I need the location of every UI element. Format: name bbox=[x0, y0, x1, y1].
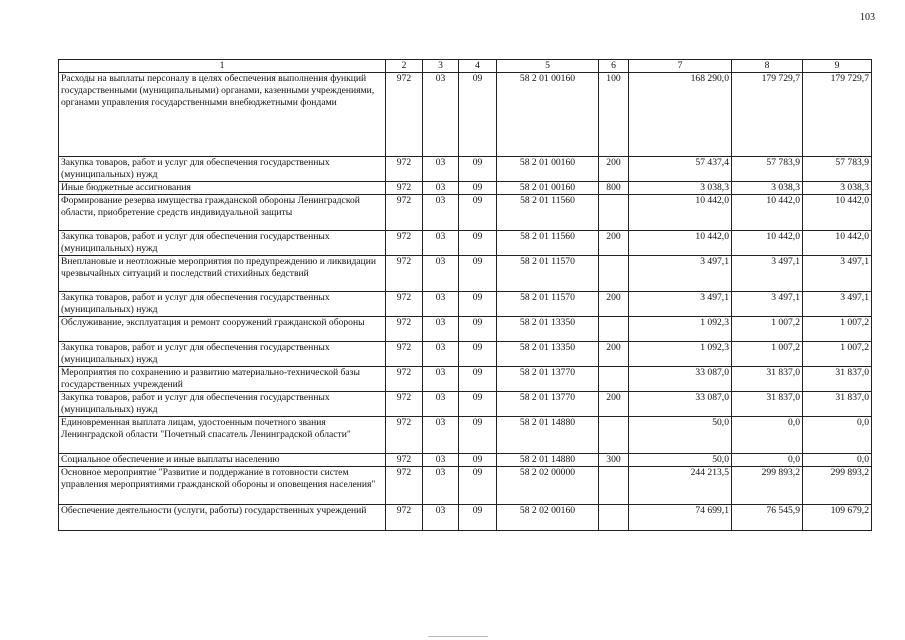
department-code-cell: 972 bbox=[386, 157, 423, 182]
amount-col-7-cell: 57 437,4 bbox=[629, 157, 732, 182]
target-article-code-cell: 58 2 01 11570 bbox=[497, 256, 599, 292]
table-row bbox=[59, 367, 872, 392]
table-row bbox=[59, 467, 872, 505]
page-number: 103 bbox=[860, 12, 875, 23]
target-article-code-cell: 58 2 01 13770 bbox=[497, 392, 599, 417]
item-name-cell: Основное мероприятие "Развитие и поддержание в готовности систем управления мероприятиями гражданской обороны и оповещения населения" bbox=[59, 467, 386, 505]
department-code-cell: 972 bbox=[386, 367, 423, 392]
table-row bbox=[59, 73, 872, 157]
item-name-cell: Закупка товаров, работ и услуг для обеспечения государственных (муниципальных) нужд bbox=[59, 292, 386, 317]
column-header: 9 bbox=[803, 60, 872, 73]
subsection-code-cell: 09 bbox=[459, 454, 497, 467]
subsection-code-cell: 09 bbox=[459, 392, 497, 417]
section-code-cell: 03 bbox=[423, 292, 459, 317]
item-name-cell: Единовременная выплата лицам, удостоенным почетного звания Ленинградской области "Почетный спасатель Ленинградской области" bbox=[59, 417, 386, 454]
target-article-code-cell: 58 2 01 00160 bbox=[497, 182, 599, 195]
amount-col-9-cell: 1 007,2 bbox=[803, 342, 872, 367]
section-code-cell: 03 bbox=[423, 73, 459, 157]
amount-col-7-cell: 10 442,0 bbox=[629, 231, 732, 256]
table-row bbox=[59, 292, 872, 317]
expense-type-code-cell: 200 bbox=[599, 157, 629, 182]
amount-col-9-cell: 57 783,9 bbox=[803, 157, 872, 182]
target-article-code-cell: 58 2 01 11560 bbox=[497, 231, 599, 256]
target-article-code-cell: 58 2 01 11570 bbox=[497, 292, 599, 317]
amount-col-9-cell: 3 497,1 bbox=[803, 292, 872, 317]
header-row bbox=[59, 60, 872, 73]
subsection-code-cell: 09 bbox=[459, 157, 497, 182]
expense-type-code-cell: 200 bbox=[599, 292, 629, 317]
amount-col-7-cell: 244 213,5 bbox=[629, 467, 732, 505]
amount-col-7-cell: 3 497,1 bbox=[629, 256, 732, 292]
amount-col-9-cell: 10 442,0 bbox=[803, 231, 872, 256]
amount-col-7-cell: 33 087,0 bbox=[629, 392, 732, 417]
table-row bbox=[59, 417, 872, 454]
section-code-cell: 03 bbox=[423, 342, 459, 367]
subsection-code-cell: 09 bbox=[459, 317, 497, 342]
expense-type-code-cell: 300 bbox=[599, 454, 629, 467]
department-code-cell: 972 bbox=[386, 454, 423, 467]
department-code-cell: 972 bbox=[386, 182, 423, 195]
amount-col-7-cell: 1 092,3 bbox=[629, 342, 732, 367]
amount-col-7-cell: 168 290,0 bbox=[629, 73, 732, 157]
amount-col-7-cell: 50,0 bbox=[629, 417, 732, 454]
section-code-cell: 03 bbox=[423, 417, 459, 454]
column-header: 8 bbox=[732, 60, 803, 73]
department-code-cell: 972 bbox=[386, 231, 423, 256]
column-header: 3 bbox=[423, 60, 459, 73]
target-article-code-cell: 58 2 02 00160 bbox=[497, 505, 599, 531]
amount-col-7-cell: 1 092,3 bbox=[629, 317, 732, 342]
column-header: 5 bbox=[497, 60, 599, 73]
section-code-cell: 03 bbox=[423, 392, 459, 417]
budget-table bbox=[58, 59, 872, 531]
amount-col-7-cell: 33 087,0 bbox=[629, 367, 732, 392]
amount-col-7-cell: 3 038,3 bbox=[629, 182, 732, 195]
department-code-cell: 972 bbox=[386, 317, 423, 342]
amount-col-8-cell: 10 442,0 bbox=[732, 195, 803, 231]
item-name-cell: Закупка товаров, работ и услуг для обеспечения государственных (муниципальных) нужд bbox=[59, 157, 386, 182]
amount-col-8-cell: 57 783,9 bbox=[732, 157, 803, 182]
expense-type-code-cell bbox=[599, 256, 629, 292]
item-name-cell: Мероприятия по сохранению и развитию материально-технической базы государственных учреждений bbox=[59, 367, 386, 392]
subsection-code-cell: 09 bbox=[459, 231, 497, 256]
department-code-cell: 972 bbox=[386, 292, 423, 317]
section-code-cell: 03 bbox=[423, 317, 459, 342]
item-name-cell: Закупка товаров, работ и услуг для обеспечения государственных (муниципальных) нужд bbox=[59, 342, 386, 367]
section-code-cell: 03 bbox=[423, 367, 459, 392]
department-code-cell: 972 bbox=[386, 505, 423, 531]
table-row bbox=[59, 342, 872, 367]
subsection-code-cell: 09 bbox=[459, 342, 497, 367]
amount-col-9-cell: 31 837,0 bbox=[803, 367, 872, 392]
amount-col-8-cell: 0,0 bbox=[732, 454, 803, 467]
column-header: 2 bbox=[386, 60, 423, 73]
expense-type-code-cell bbox=[599, 317, 629, 342]
amount-col-8-cell: 1 007,2 bbox=[732, 342, 803, 367]
expense-type-code-cell: 100 bbox=[599, 73, 629, 157]
amount-col-9-cell: 3 038,3 bbox=[803, 182, 872, 195]
section-code-cell: 03 bbox=[423, 256, 459, 292]
subsection-code-cell: 09 bbox=[459, 505, 497, 531]
table-row bbox=[59, 195, 872, 231]
section-code-cell: 03 bbox=[423, 182, 459, 195]
section-code-cell: 03 bbox=[423, 231, 459, 256]
table-row bbox=[59, 157, 872, 182]
column-header: 4 bbox=[459, 60, 497, 73]
item-name-cell: Формирование резерва имущества гражданской обороны Ленинградской области, приобретение средств индивидуальной защиты bbox=[59, 195, 386, 231]
item-name-cell: Иные бюджетные ассигнования bbox=[59, 182, 386, 195]
amount-col-8-cell: 179 729,7 bbox=[732, 73, 803, 157]
department-code-cell: 972 bbox=[386, 417, 423, 454]
subsection-code-cell: 09 bbox=[459, 467, 497, 505]
subsection-code-cell: 09 bbox=[459, 367, 497, 392]
table-row bbox=[59, 317, 872, 342]
department-code-cell: 972 bbox=[386, 467, 423, 505]
item-name-cell: Социальное обеспечение и иные выплаты населению bbox=[59, 454, 386, 467]
expense-type-code-cell bbox=[599, 505, 629, 531]
department-code-cell: 972 bbox=[386, 195, 423, 231]
expense-type-code-cell: 200 bbox=[599, 231, 629, 256]
amount-col-9-cell: 1 007,2 bbox=[803, 317, 872, 342]
subsection-code-cell: 09 bbox=[459, 195, 497, 231]
table-row bbox=[59, 454, 872, 467]
expense-type-code-cell: 800 bbox=[599, 182, 629, 195]
target-article-code-cell: 58 2 01 13350 bbox=[497, 317, 599, 342]
amount-col-8-cell: 3 497,1 bbox=[732, 292, 803, 317]
amount-col-7-cell: 3 497,1 bbox=[629, 292, 732, 317]
expense-type-code-cell bbox=[599, 195, 629, 231]
target-article-code-cell: 58 2 02 00000 bbox=[497, 467, 599, 505]
amount-col-9-cell: 3 497,1 bbox=[803, 256, 872, 292]
amount-col-9-cell: 109 679,2 bbox=[803, 505, 872, 531]
amount-col-8-cell: 76 545,9 bbox=[732, 505, 803, 531]
section-code-cell: 03 bbox=[423, 454, 459, 467]
amount-col-9-cell: 0,0 bbox=[803, 417, 872, 454]
subsection-code-cell: 09 bbox=[459, 417, 497, 454]
target-article-code-cell: 58 2 01 14880 bbox=[497, 417, 599, 454]
table-row bbox=[59, 256, 872, 292]
expense-type-code-cell bbox=[599, 367, 629, 392]
item-name-cell: Закупка товаров, работ и услуг для обеспечения государственных (муниципальных) нужд bbox=[59, 231, 386, 256]
target-article-code-cell: 58 2 01 13350 bbox=[497, 342, 599, 367]
amount-col-8-cell: 3 497,1 bbox=[732, 256, 803, 292]
table-row bbox=[59, 392, 872, 417]
target-article-code-cell: 58 2 01 00160 bbox=[497, 73, 599, 157]
department-code-cell: 972 bbox=[386, 256, 423, 292]
amount-col-7-cell: 50,0 bbox=[629, 454, 732, 467]
target-article-code-cell: 58 2 01 11560 bbox=[497, 195, 599, 231]
expense-type-code-cell bbox=[599, 417, 629, 454]
amount-col-9-cell: 31 837,0 bbox=[803, 392, 872, 417]
column-header: 1 bbox=[59, 60, 386, 73]
subsection-code-cell: 09 bbox=[459, 292, 497, 317]
table-row bbox=[59, 231, 872, 256]
amount-col-7-cell: 10 442,0 bbox=[629, 195, 732, 231]
amount-col-8-cell: 31 837,0 bbox=[732, 367, 803, 392]
target-article-code-cell: 58 2 01 00160 bbox=[497, 157, 599, 182]
amount-col-8-cell: 0,0 bbox=[732, 417, 803, 454]
amount-col-9-cell: 0,0 bbox=[803, 454, 872, 467]
page-edge-mark bbox=[428, 636, 488, 637]
subsection-code-cell: 09 bbox=[459, 256, 497, 292]
amount-col-7-cell: 74 699,1 bbox=[629, 505, 732, 531]
table-row bbox=[59, 182, 872, 195]
expense-type-code-cell: 200 bbox=[599, 342, 629, 367]
expense-type-code-cell: 200 bbox=[599, 392, 629, 417]
item-name-cell: Закупка товаров, работ и услуг для обеспечения государственных (муниципальных) нужд bbox=[59, 392, 386, 417]
target-article-code-cell: 58 2 01 13770 bbox=[497, 367, 599, 392]
department-code-cell: 972 bbox=[386, 342, 423, 367]
department-code-cell: 972 bbox=[386, 392, 423, 417]
subsection-code-cell: 09 bbox=[459, 73, 497, 157]
amount-col-9-cell: 10 442,0 bbox=[803, 195, 872, 231]
item-name-cell: Расходы на выплаты персоналу в целях обеспечения выполнения функций государственными (муниципальными) органами, казенными учреждениями, органами управления государственными внебюджетными фондами bbox=[59, 73, 386, 157]
item-name-cell: Обеспечение деятельности (услуги, работы) государственных учреждений bbox=[59, 505, 386, 531]
section-code-cell: 03 bbox=[423, 157, 459, 182]
column-header: 6 bbox=[599, 60, 629, 73]
section-code-cell: 03 bbox=[423, 505, 459, 531]
section-code-cell: 03 bbox=[423, 467, 459, 505]
subsection-code-cell: 09 bbox=[459, 182, 497, 195]
amount-col-9-cell: 299 893,2 bbox=[803, 467, 872, 505]
table-row bbox=[59, 505, 872, 531]
amount-col-8-cell: 3 038,3 bbox=[732, 182, 803, 195]
amount-col-8-cell: 299 893,2 bbox=[732, 467, 803, 505]
item-name-cell: Внеплановые и неотложные мероприятия по предупреждению и ликвидации чрезвычайных ситуаций и последствий стихийных бедствий bbox=[59, 256, 386, 292]
column-header: 7 bbox=[629, 60, 732, 73]
target-article-code-cell: 58 2 01 14880 bbox=[497, 454, 599, 467]
section-code-cell: 03 bbox=[423, 195, 459, 231]
item-name-cell: Обслуживание, эксплуатация и ремонт сооружений гражданской обороны bbox=[59, 317, 386, 342]
department-code-cell: 972 bbox=[386, 73, 423, 157]
expense-type-code-cell bbox=[599, 467, 629, 505]
amount-col-8-cell: 31 837,0 bbox=[732, 392, 803, 417]
amount-col-9-cell: 179 729,7 bbox=[803, 73, 872, 157]
amount-col-8-cell: 1 007,2 bbox=[732, 317, 803, 342]
amount-col-8-cell: 10 442,0 bbox=[732, 231, 803, 256]
